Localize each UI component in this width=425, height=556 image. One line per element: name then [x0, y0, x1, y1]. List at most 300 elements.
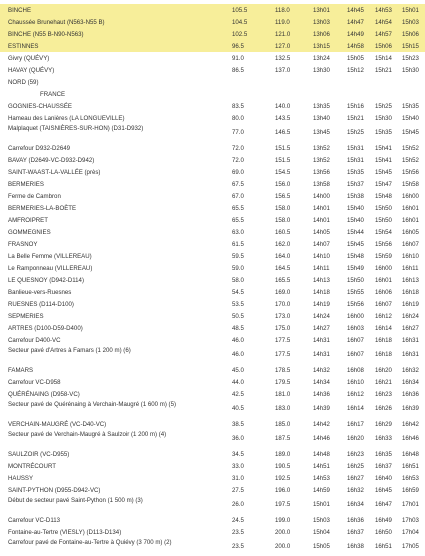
cell-km-done: 154.5	[275, 168, 291, 176]
cell-time-4: 16h42	[402, 420, 419, 428]
cell-place: SAULZOIR (VC-D955)	[8, 450, 70, 458]
cell-time-2: 15h50	[347, 276, 364, 284]
cell-time-1: 13h40	[313, 114, 330, 122]
cell-km-done: 173.0	[275, 312, 291, 320]
cell-time-4: 15h01	[402, 6, 419, 14]
timetable-row	[0, 538, 425, 556]
cell-time-1: 14h31	[313, 336, 330, 344]
cell-place: BAVAY (D2649-VC-D932-D942)	[8, 156, 95, 164]
cell-time-2: 15h55	[347, 288, 364, 296]
cell-time-4: 16h51	[402, 462, 419, 470]
cell-time-1: 13h15	[313, 42, 330, 50]
cell-time-2: 16h12	[347, 390, 364, 398]
cell-place: VERCHAIN-MAUGRÉ (VC-D40-VC)	[8, 420, 107, 428]
cell-time-4: 16h01	[402, 216, 419, 224]
cell-time-1: 14h51	[313, 462, 330, 470]
cell-place: BINCHE	[8, 6, 32, 14]
cell-km-done: 158.0	[275, 216, 291, 224]
cell-time-3: 16h00	[375, 264, 392, 272]
cell-time-3: 15h47	[375, 180, 392, 188]
cell-time-2: 16h25	[347, 462, 364, 470]
timetable-row	[0, 76, 425, 88]
cell-time-1: 13h56	[313, 168, 330, 176]
timetable-row	[0, 124, 425, 142]
cell-time-2: 16h38	[347, 543, 364, 550]
cell-km-done: 170.0	[275, 300, 291, 308]
cell-time-3: 15h14	[375, 54, 392, 62]
timetable-row	[0, 286, 425, 298]
cell-place: BERMERIES-LA-BOÈTE	[8, 204, 77, 212]
cell-time-4: 15h40	[402, 114, 419, 122]
cell-place: NORD (59)	[8, 78, 39, 86]
timetable-row-highlighted	[0, 28, 425, 40]
cell-time-4: 16h31	[402, 336, 419, 344]
cell-time-2: 16h23	[347, 450, 364, 458]
cell-place: BERMERIES	[8, 180, 44, 188]
cell-time-2: 14h58	[347, 42, 364, 50]
cell-km-remaining: 69.0	[232, 168, 244, 176]
cell-time-3: 15h56	[375, 240, 392, 248]
cell-time-3: 14h57	[375, 30, 392, 38]
cell-time-3: 15h35	[375, 129, 392, 136]
cell-km-done: 137.0	[275, 66, 291, 74]
timetable-row	[0, 514, 425, 526]
cell-time-2: 14h47	[347, 18, 364, 26]
timetable-row	[0, 364, 425, 376]
cell-time-4: 16h31	[402, 351, 419, 358]
cell-time-4: 16h05	[402, 228, 419, 236]
cell-km-done: 185.0	[275, 420, 291, 428]
cell-time-3: 16h20	[375, 366, 392, 374]
cell-time-1: 14h39	[313, 405, 330, 412]
cell-km-done: 199.0	[275, 516, 291, 524]
cell-km-remaining: 40.5	[232, 405, 244, 412]
cell-place: RUESNES (D114-D100)	[8, 300, 74, 308]
cell-time-4: 16h27	[402, 324, 419, 332]
cell-km-remaining: 38.5	[232, 420, 244, 428]
cell-time-3: 15h06	[375, 42, 392, 50]
cell-time-3: 16h23	[375, 390, 392, 398]
cell-time-4: 15h15	[402, 42, 419, 50]
cell-km-remaining: 54.5	[232, 288, 244, 296]
cell-time-2: 16h20	[347, 435, 364, 442]
cell-km-remaining: 33.0	[232, 462, 244, 470]
cell-km-remaining: 31.0	[232, 474, 244, 482]
cell-km-remaining: 36.0	[232, 435, 244, 442]
cell-km-remaining: 23.5	[232, 543, 244, 550]
cell-km-done: 127.0	[275, 42, 291, 50]
cell-time-4: 15h30	[402, 66, 419, 74]
cell-time-4: 15h58	[402, 180, 419, 188]
cell-time-1: 13h58	[313, 180, 330, 188]
cell-place: Fontaine-au-Tertre (VIESLY) (D113-D134)	[8, 528, 122, 536]
cell-km-remaining: 46.0	[232, 351, 244, 358]
cell-place: FRANCE	[40, 90, 66, 98]
cell-place: Secteur pavé de Quérénaing à Verchain-Maugré (1 600 m) (5)	[8, 401, 177, 408]
cell-km-done: 200.0	[275, 528, 291, 536]
cell-time-2: 15h35	[347, 168, 364, 176]
cell-time-4: 16h48	[402, 450, 419, 458]
cell-km-done: 156.0	[275, 180, 291, 188]
cell-time-4: 15h45	[402, 129, 419, 136]
cell-time-3: 15h45	[375, 168, 392, 176]
cell-place: Carrefour VC-D113	[8, 516, 61, 524]
cell-time-3: 16h18	[375, 351, 392, 358]
cell-time-2: 16h08	[347, 366, 364, 374]
cell-km-done: 192.5	[275, 474, 291, 482]
cell-time-1: 14h42	[313, 420, 330, 428]
timetable-row	[0, 226, 425, 238]
timetable-row	[0, 388, 425, 400]
cell-km-remaining: 104.5	[232, 18, 248, 26]
cell-time-4: 16h53	[402, 474, 419, 482]
timetable-row-highlighted	[0, 40, 425, 52]
cell-km-remaining: 61.5	[232, 240, 244, 248]
cell-km-done: 178.5	[275, 366, 291, 374]
cell-place: FRASNOY	[8, 240, 38, 248]
cell-time-2: 14h45	[347, 6, 364, 14]
cell-time-1: 14h24	[313, 312, 330, 320]
cell-time-2: 16h03	[347, 324, 364, 332]
cell-km-remaining: 26.0	[232, 501, 244, 508]
timetable-row	[0, 178, 425, 190]
cell-place: Hameau des Lanières (LA LONGUEVILLE)	[8, 114, 125, 122]
cell-km-remaining: 91.0	[232, 54, 244, 62]
cell-time-1: 14h32	[313, 366, 330, 374]
cell-km-remaining: 34.5	[232, 450, 244, 458]
cell-km-done: 175.0	[275, 324, 291, 332]
cell-place: SEPMERIES	[8, 312, 44, 320]
cell-time-1: 13h52	[313, 156, 330, 164]
cell-time-3: 16h14	[375, 324, 392, 332]
cell-km-remaining: 59.5	[232, 252, 244, 260]
cell-km-done: 165.5	[275, 276, 291, 284]
cell-time-3: 15h41	[375, 144, 392, 152]
cell-time-2: 16h34	[347, 501, 364, 508]
cell-place: SAINT-WAAST-LA-VALLÉE (près)	[8, 168, 101, 176]
cell-time-2: 16h32	[347, 486, 364, 494]
timetable-row	[0, 418, 425, 430]
cell-time-3: 16h51	[375, 543, 392, 550]
cell-km-remaining: 86.5	[232, 66, 244, 74]
cell-time-4: 16h13	[402, 276, 419, 284]
cell-km-done: 156.5	[275, 192, 291, 200]
cell-time-1: 14h48	[313, 450, 330, 458]
cell-place: Givry (QUÉVY)	[8, 54, 50, 62]
cell-time-3: 16h49	[375, 516, 392, 524]
cell-time-2: 15h45	[347, 240, 364, 248]
cell-time-1: 13h30	[313, 66, 330, 74]
cell-time-1: 14h05	[313, 228, 330, 236]
cell-time-1: 14h53	[313, 474, 330, 482]
cell-time-1: 14h13	[313, 276, 330, 284]
cell-time-2: 14h49	[347, 30, 364, 38]
cell-km-remaining: 72.0	[232, 156, 244, 164]
timetable-row	[0, 214, 425, 226]
cell-km-remaining: 42.5	[232, 390, 244, 398]
cell-place: ARTRES (D100-D59-D400)	[8, 324, 83, 332]
timetable-row	[0, 250, 425, 262]
timetable-row	[0, 64, 425, 76]
cell-time-3: 16h29	[375, 420, 392, 428]
cell-time-1: 14h18	[313, 288, 330, 296]
cell-km-remaining: 50.5	[232, 312, 244, 320]
cell-km-remaining: 48.5	[232, 324, 244, 332]
cell-time-4: 16h19	[402, 300, 419, 308]
cell-km-done: 162.0	[275, 240, 291, 248]
cell-time-3: 15h25	[375, 102, 392, 110]
timetable-row	[0, 154, 425, 166]
cell-time-4: 17h03	[402, 516, 419, 524]
cell-time-1: 14h01	[313, 216, 330, 224]
cell-km-remaining: 77.0	[232, 129, 244, 136]
cell-time-3: 15h50	[375, 216, 392, 224]
cell-time-3: 15h41	[375, 156, 392, 164]
cell-time-4: 17h04	[402, 528, 419, 536]
cell-time-1: 14h19	[313, 300, 330, 308]
cell-km-done: 189.0	[275, 450, 291, 458]
cell-time-2: 16h36	[347, 516, 364, 524]
cell-km-done: 190.5	[275, 462, 291, 470]
cell-time-1: 15h01	[313, 501, 330, 508]
cell-time-4: 16h07	[402, 240, 419, 248]
cell-time-1: 15h05	[313, 543, 330, 550]
cell-place: LE QUESNOY (D942-D114)	[8, 276, 84, 284]
timetable-row	[0, 526, 425, 538]
timetable-row	[0, 430, 425, 448]
cell-time-4: 15h56	[402, 168, 419, 176]
cell-time-1: 14h01	[313, 204, 330, 212]
timetable-row	[0, 262, 425, 274]
cell-km-done: 158.0	[275, 204, 291, 212]
cell-time-1: 14h27	[313, 324, 330, 332]
timetable-row	[0, 460, 425, 472]
cell-time-1: 14h07	[313, 240, 330, 248]
timetable-row	[0, 334, 425, 346]
cell-km-remaining: 80.0	[232, 114, 244, 122]
cell-time-4: 15h52	[402, 144, 419, 152]
cell-time-3: 16h37	[375, 462, 392, 470]
cell-time-3: 16h18	[375, 336, 392, 344]
cell-time-4: 15h23	[402, 54, 419, 62]
timetable-row-highlighted	[0, 16, 425, 28]
cell-time-2: 15h37	[347, 180, 364, 188]
cell-time-1: 13h03	[313, 18, 330, 26]
cell-place: AMFROIPRET	[8, 216, 48, 224]
cell-time-2: 16h07	[347, 336, 364, 344]
cell-place: HAUSSY	[8, 474, 34, 482]
timetable-row	[0, 190, 425, 202]
timetable-row	[0, 484, 425, 496]
cell-km-done: 181.0	[275, 390, 291, 398]
timetable-row	[0, 100, 425, 112]
cell-km-done: 179.5	[275, 378, 291, 386]
cell-time-4: 15h03	[402, 18, 419, 26]
cell-time-4: 15h35	[402, 102, 419, 110]
timetable-row-highlighted	[0, 4, 425, 16]
cell-time-3: 16h45	[375, 486, 392, 494]
cell-time-4: 15h52	[402, 156, 419, 164]
cell-time-1: 14h10	[313, 252, 330, 260]
cell-time-4: 17h05	[402, 543, 419, 550]
cell-place: BINCHE (N55 B-N90-N563)	[8, 30, 84, 38]
cell-time-4: 16h32	[402, 366, 419, 374]
cell-km-remaining: 72.0	[232, 144, 244, 152]
cell-time-1: 14h00	[313, 192, 330, 200]
cell-place: Carrefour D400-VC	[8, 336, 61, 344]
cell-km-done: 143.5	[275, 114, 291, 122]
cell-km-remaining: 96.5	[232, 42, 244, 50]
timetable-row	[0, 88, 425, 100]
cell-km-remaining: 67.5	[232, 180, 244, 188]
cell-time-2: 15h49	[347, 264, 364, 272]
cell-time-3: 15h30	[375, 114, 392, 122]
cell-time-4: 16h34	[402, 378, 419, 386]
cell-time-2: 16h27	[347, 474, 364, 482]
cell-place: HAVAY (QUÉVY)	[8, 66, 55, 74]
cell-time-4: 16h11	[402, 264, 419, 272]
timetable-row	[0, 52, 425, 64]
cell-place: Carrefour D932-D2649	[8, 144, 70, 152]
cell-km-done: 119.0	[275, 18, 290, 26]
timetable-row	[0, 496, 425, 514]
cell-km-remaining: 27.5	[232, 486, 244, 494]
cell-time-3: 16h07	[375, 300, 392, 308]
cell-time-2: 15h12	[347, 66, 364, 74]
cell-time-1: 14h31	[313, 351, 330, 358]
cell-time-4: 16h10	[402, 252, 419, 260]
cell-time-2: 15h31	[347, 144, 364, 152]
cell-place: Ferme de Cambron	[8, 192, 61, 200]
cell-time-1: 15h04	[313, 528, 330, 536]
cell-time-4: 16h00	[402, 192, 419, 200]
cell-km-remaining: 105.5	[232, 6, 248, 14]
cell-time-2: 15h16	[347, 102, 364, 110]
cell-km-remaining: 83.5	[232, 102, 244, 110]
cell-time-4: 16h18	[402, 288, 419, 296]
timetable-row	[0, 310, 425, 322]
cell-time-3: 15h50	[375, 204, 392, 212]
cell-km-done: 160.5	[275, 228, 291, 236]
cell-time-1: 14h36	[313, 390, 330, 398]
cell-time-3: 16h33	[375, 435, 392, 442]
cell-time-4: 15h06	[402, 30, 419, 38]
cell-time-3: 15h21	[375, 66, 392, 74]
cell-time-2: 15h40	[347, 216, 364, 224]
cell-time-2: 15h21	[347, 114, 364, 122]
timetable-row	[0, 202, 425, 214]
cell-time-2: 16h14	[347, 405, 364, 412]
cell-km-done: 140.0	[275, 102, 291, 110]
cell-km-remaining: 67.0	[232, 192, 244, 200]
cell-km-done: 151.5	[275, 156, 291, 164]
cell-time-2: 15h56	[347, 300, 364, 308]
cell-km-remaining: 59.0	[232, 264, 244, 272]
cell-place: Carrefour pavé de Fontaine-au-Tertre à Quiévy (3 700 m) (2)	[8, 539, 172, 546]
cell-km-remaining: 102.5	[232, 30, 248, 38]
cell-place: Carrefour VC-D958	[8, 378, 61, 386]
cell-time-2: 16h17	[347, 420, 364, 428]
cell-time-1: 13h01	[313, 6, 330, 14]
cell-time-2: 15h31	[347, 156, 364, 164]
cell-km-remaining: 53.5	[232, 300, 244, 308]
cell-km-remaining: 63.0	[232, 228, 244, 236]
timetable-row	[0, 238, 425, 250]
cell-time-1: 14h34	[313, 378, 330, 386]
cell-place: La Belle Femme (VILLEREAU)	[8, 252, 92, 260]
cell-place: GOMMEGNIES	[8, 228, 51, 236]
cell-time-4: 16h24	[402, 312, 419, 320]
cell-time-3: 15h48	[375, 192, 392, 200]
cell-km-done: 132.5	[275, 54, 291, 62]
cell-time-1: 13h35	[313, 102, 330, 110]
timetable-row	[0, 400, 425, 418]
cell-time-1: 13h52	[313, 144, 330, 152]
cell-km-remaining: 23.5	[232, 528, 244, 536]
cell-time-3: 14h54	[375, 18, 392, 26]
cell-km-done: 177.5	[275, 336, 291, 344]
cell-km-done: 197.5	[275, 501, 291, 508]
cell-km-done: 177.5	[275, 351, 291, 358]
cell-time-3: 16h06	[375, 288, 392, 296]
cell-time-1: 13h06	[313, 30, 330, 38]
cell-place: Banlieue-vers-Ruesnes	[8, 288, 72, 296]
cell-time-3: 15h54	[375, 228, 392, 236]
timetable-row	[0, 448, 425, 460]
cell-time-3: 16h50	[375, 528, 392, 536]
cell-time-2: 15h44	[347, 228, 364, 236]
cell-km-remaining: 65.5	[232, 216, 244, 224]
cell-time-2: 15h25	[347, 129, 364, 136]
cell-place: Malplaquet (TAISNIÈRES-SUR-HON) (D31-D932)	[8, 125, 144, 132]
cell-km-done: 164.0	[275, 252, 291, 260]
cell-time-4: 16h36	[402, 390, 419, 398]
cell-time-3: 16h12	[375, 312, 392, 320]
cell-km-done: 200.0	[275, 543, 291, 550]
cell-place: GOGNIES-CHAUSSÉE	[8, 102, 72, 110]
cell-time-3: 16h40	[375, 474, 392, 482]
cell-km-done: 121.0	[275, 30, 291, 38]
cell-km-remaining: 44.0	[232, 378, 244, 386]
cell-place: Le Ramponneau (VILLEREAU)	[8, 264, 93, 272]
cell-time-2: 15h48	[347, 252, 364, 260]
cell-km-done: 187.5	[275, 435, 291, 442]
cell-place: Secteur pavé d'Artres à Famars (1 200 m) (6)	[8, 347, 131, 354]
cell-time-3: 16h35	[375, 450, 392, 458]
cell-time-2: 15h05	[347, 54, 364, 62]
cell-time-1: 13h45	[313, 129, 330, 136]
cell-time-2: 16h10	[347, 378, 364, 386]
cell-km-remaining: 46.0	[232, 336, 244, 344]
cell-time-2: 15h38	[347, 192, 364, 200]
timetable-row	[0, 346, 425, 364]
cell-time-2: 15h40	[347, 204, 364, 212]
cell-time-2: 16h00	[347, 312, 364, 320]
cell-time-4: 16h59	[402, 486, 419, 494]
cell-km-remaining: 24.5	[232, 516, 244, 524]
cell-place: SAINT-PYTHON (D955-D942-VC)	[8, 486, 101, 494]
cell-km-done: 183.0	[275, 405, 291, 412]
cell-place: QUÉRÉNAING (D958-VC)	[8, 390, 80, 398]
cell-time-3: 16h21	[375, 378, 392, 386]
timetable-row	[0, 112, 425, 124]
cell-time-2: 16h37	[347, 528, 364, 536]
cell-time-1: 14h46	[313, 435, 330, 442]
cell-place: Début de secteur pavé Saint-Python (1 500 m) (3)	[8, 497, 143, 504]
cell-time-1: 13h24	[313, 54, 330, 62]
cell-time-3: 16h26	[375, 405, 392, 412]
cell-time-3: 16h47	[375, 501, 392, 508]
